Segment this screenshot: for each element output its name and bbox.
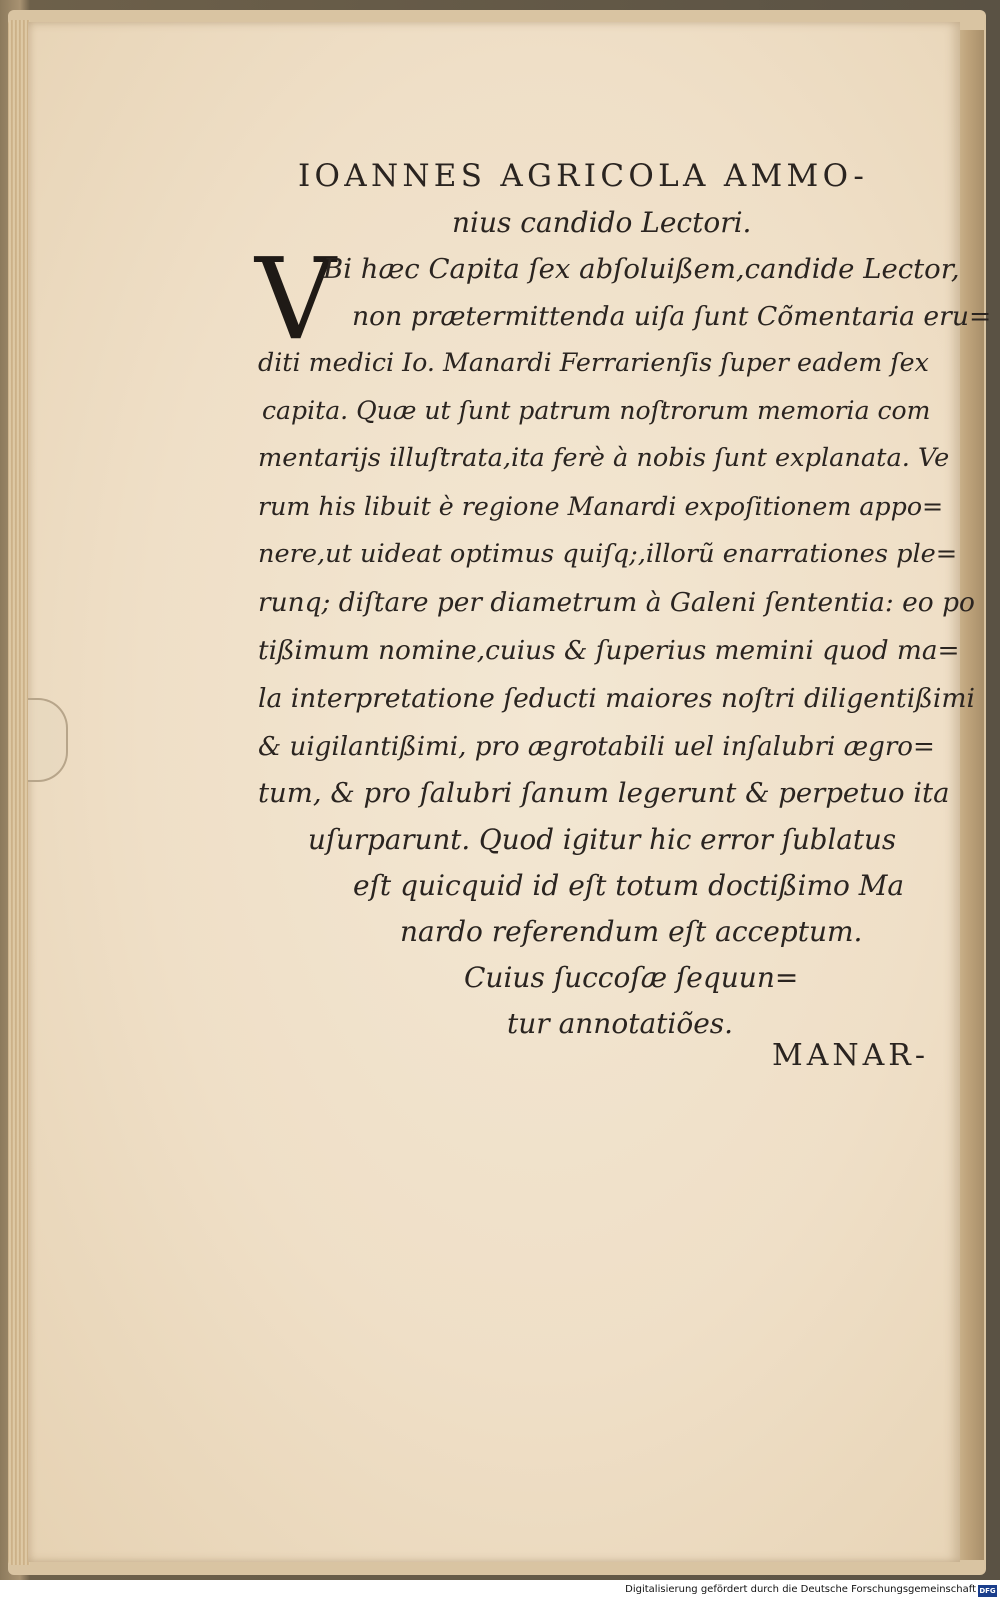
catchword: MANAR- bbox=[772, 1038, 930, 1073]
page-heading: IOANNES AGRICOLA AMMO- bbox=[298, 158, 869, 194]
body-line: capita. Quæ ut ſunt patrum noſtrorum memoria com bbox=[262, 396, 931, 425]
body-line: tißimum nomine,cuius & ſuperius memini quod ma= bbox=[258, 636, 960, 666]
body-line: runq; diſtare per diametrum à Galeni ſententia: eo po bbox=[258, 587, 975, 618]
digitization-footer bbox=[0, 1580, 1000, 1602]
page-clip bbox=[28, 698, 68, 782]
body-line: rum his libuit è regione Manardi expoſitionem appo= bbox=[258, 492, 944, 521]
body-line: & uigilantißimi, pro ægrotabili uel inſalubri ægro= bbox=[258, 732, 935, 762]
body-line: mentarijs illuſtrata,ita ferè à nobis ſunt explanata. Ve bbox=[258, 443, 950, 473]
body-line: diti medici Io. Manardi Ferrarienſis ſuper eadem ſex bbox=[258, 348, 929, 377]
dfg-logo-icon: DFG bbox=[979, 1587, 996, 1595]
footer-credit: Digitalisierung gefördert durch die Deutsche Forschungsgemeinschaft bbox=[625, 1584, 976, 1595]
drop-capital: V bbox=[255, 235, 336, 365]
page-edges-right bbox=[956, 30, 984, 1560]
body-line: tum, & pro ſalubri ſanum legerunt & perpetuo ita bbox=[258, 777, 950, 809]
page-edges-left bbox=[8, 20, 30, 1565]
body-line: la interpretatione ſeducti maiores noſtri diligentißimi bbox=[258, 683, 975, 714]
body-line: Bi hæc Capita ſex abſoluißem,candide Lector, bbox=[323, 253, 960, 285]
body-line: uſurparunt. Quod igitur hic error ſublatus bbox=[308, 823, 897, 856]
body-line: nere,ut uideat optimus quiſq;,illorũ enarrationes ple= bbox=[258, 539, 958, 569]
body-line: eſt quicquid id eſt totum doctißimo Ma bbox=[353, 869, 905, 902]
body-line: non prætermittenda uiſa ſunt Cõmentaria eru= bbox=[352, 301, 992, 332]
body-line: Cuius ſuccoſæ ſequun= bbox=[464, 961, 799, 994]
body-line: nardo referendum eſt acceptum. bbox=[400, 915, 863, 948]
page-subheading: nius candido Lectori. bbox=[452, 206, 752, 239]
body-line: tur annotatiões. bbox=[507, 1007, 734, 1040]
